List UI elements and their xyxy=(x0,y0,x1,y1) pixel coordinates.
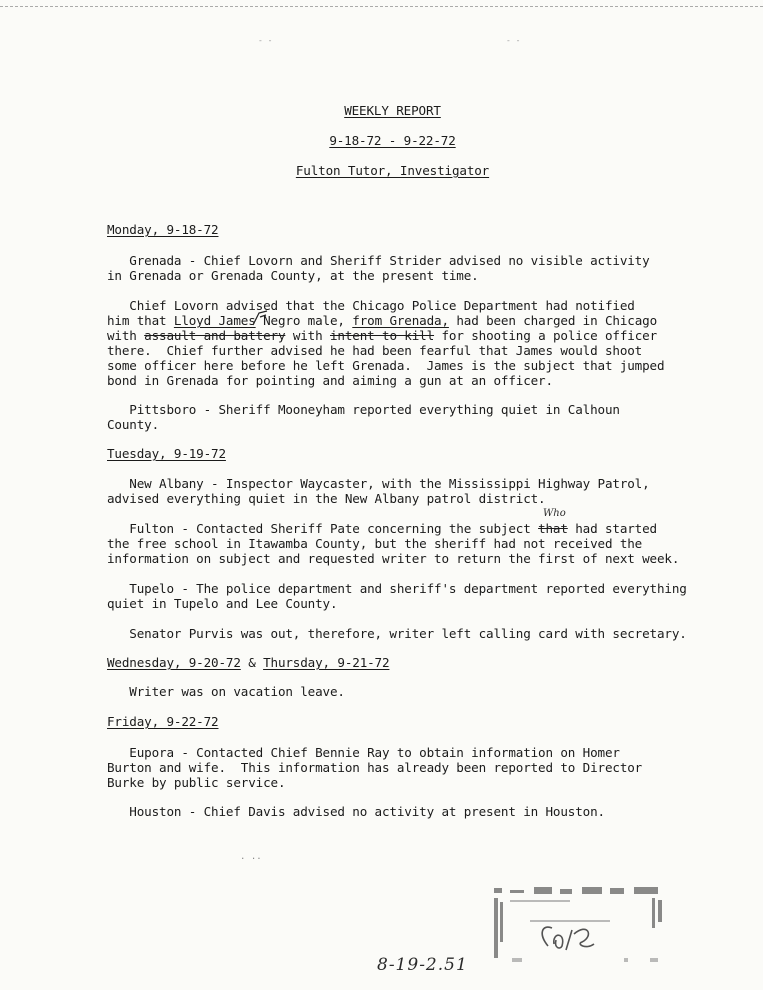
archive-stamp-icon xyxy=(490,884,668,972)
paragraph-line: Tupelo - The police department and sheriff's department reported everything xyxy=(107,581,687,596)
report-title: WEEKLY REPORT xyxy=(344,103,441,118)
paragraph-line: Senator Purvis was out, therefore, writer left calling card with secretary. xyxy=(107,626,687,641)
day-heading-monday: Monday, 9-18-72 xyxy=(107,222,219,237)
paragraph-line: some officer here before he left Grenada. James is the subject that jumped xyxy=(107,358,665,373)
scan-speck: - - xyxy=(258,36,273,45)
paragraph-line: Fulton - Contacted Sheriff Pate concerning the subject that had started xyxy=(107,521,657,536)
day-heading-wednesday-thursday: Wednesday, 9-20-72 & Thursday, 9-21-72 xyxy=(107,655,390,670)
paragraph-line: Burke by public service. xyxy=(107,775,286,790)
paragraph-line: Grenada - Chief Lovorn and Sheriff Strider advised no visible activity xyxy=(107,253,650,268)
paragraph-line: Writer was on vacation leave. xyxy=(107,684,345,699)
underlined-name: Lloyd James xyxy=(173,313,256,328)
paragraph-line: bond in Grenada for pointing and aiming a gun at an officer. xyxy=(107,373,553,388)
paragraph-line: with assault and battery with intent to kill for shooting a police officer xyxy=(107,328,658,343)
paragraph-line: New Albany - Inspector Waycaster, with the Mississippi Highway Patrol, xyxy=(107,476,650,491)
paragraph-line: the free school in Itawamba County, but the sheriff had not received the xyxy=(107,536,643,551)
paragraph-line: quiet in Tupelo and Lee County. xyxy=(107,596,338,611)
report-author: Fulton Tutor, Investigator xyxy=(295,163,490,178)
scan-speck: . .. xyxy=(240,852,262,862)
paragraph-line: Burton and wife. This information has already been reported to Director xyxy=(107,760,643,775)
paragraph-line: him that Lloyd James Negro male, from Grenada, had been charged in Chicago xyxy=(107,313,658,328)
paragraph-line: Houston - Chief Davis advised no activity at present in Houston. xyxy=(107,804,605,819)
handwritten-insert: Who xyxy=(543,508,566,519)
paragraph-line: County. xyxy=(107,417,160,432)
paragraph-line: Pittsboro - Sheriff Mooneyham reported everything quiet in Calhoun xyxy=(107,402,620,417)
paragraph-line: in Grenada or Grenada County, at the present time. xyxy=(107,268,479,283)
file-number: 8-19-2.51 xyxy=(377,955,468,975)
report-dates: 9-18-72 - 9-22-72 xyxy=(329,133,456,148)
scanned-page-top-edge xyxy=(0,0,763,7)
scan-speck: - - xyxy=(506,36,521,45)
day-heading-friday: Friday, 9-22-72 xyxy=(107,714,219,729)
day-heading-tuesday: Tuesday, 9-19-72 xyxy=(107,446,226,461)
paragraph-line: there. Chief further advised he had been fearful that James would shoot xyxy=(107,343,643,358)
handwritten-mark-icon xyxy=(250,309,270,327)
paragraph-line: information on subject and requested writer to return the first of next week. xyxy=(107,551,680,566)
paragraph-line: Chief Lovorn advised that the Chicago Police Department had notified xyxy=(107,298,635,313)
paragraph-line: Eupora - Contacted Chief Bennie Ray to obtain information on Homer xyxy=(107,745,620,760)
paragraph-line: advised everything quiet in the New Albany patrol district. xyxy=(107,491,546,506)
